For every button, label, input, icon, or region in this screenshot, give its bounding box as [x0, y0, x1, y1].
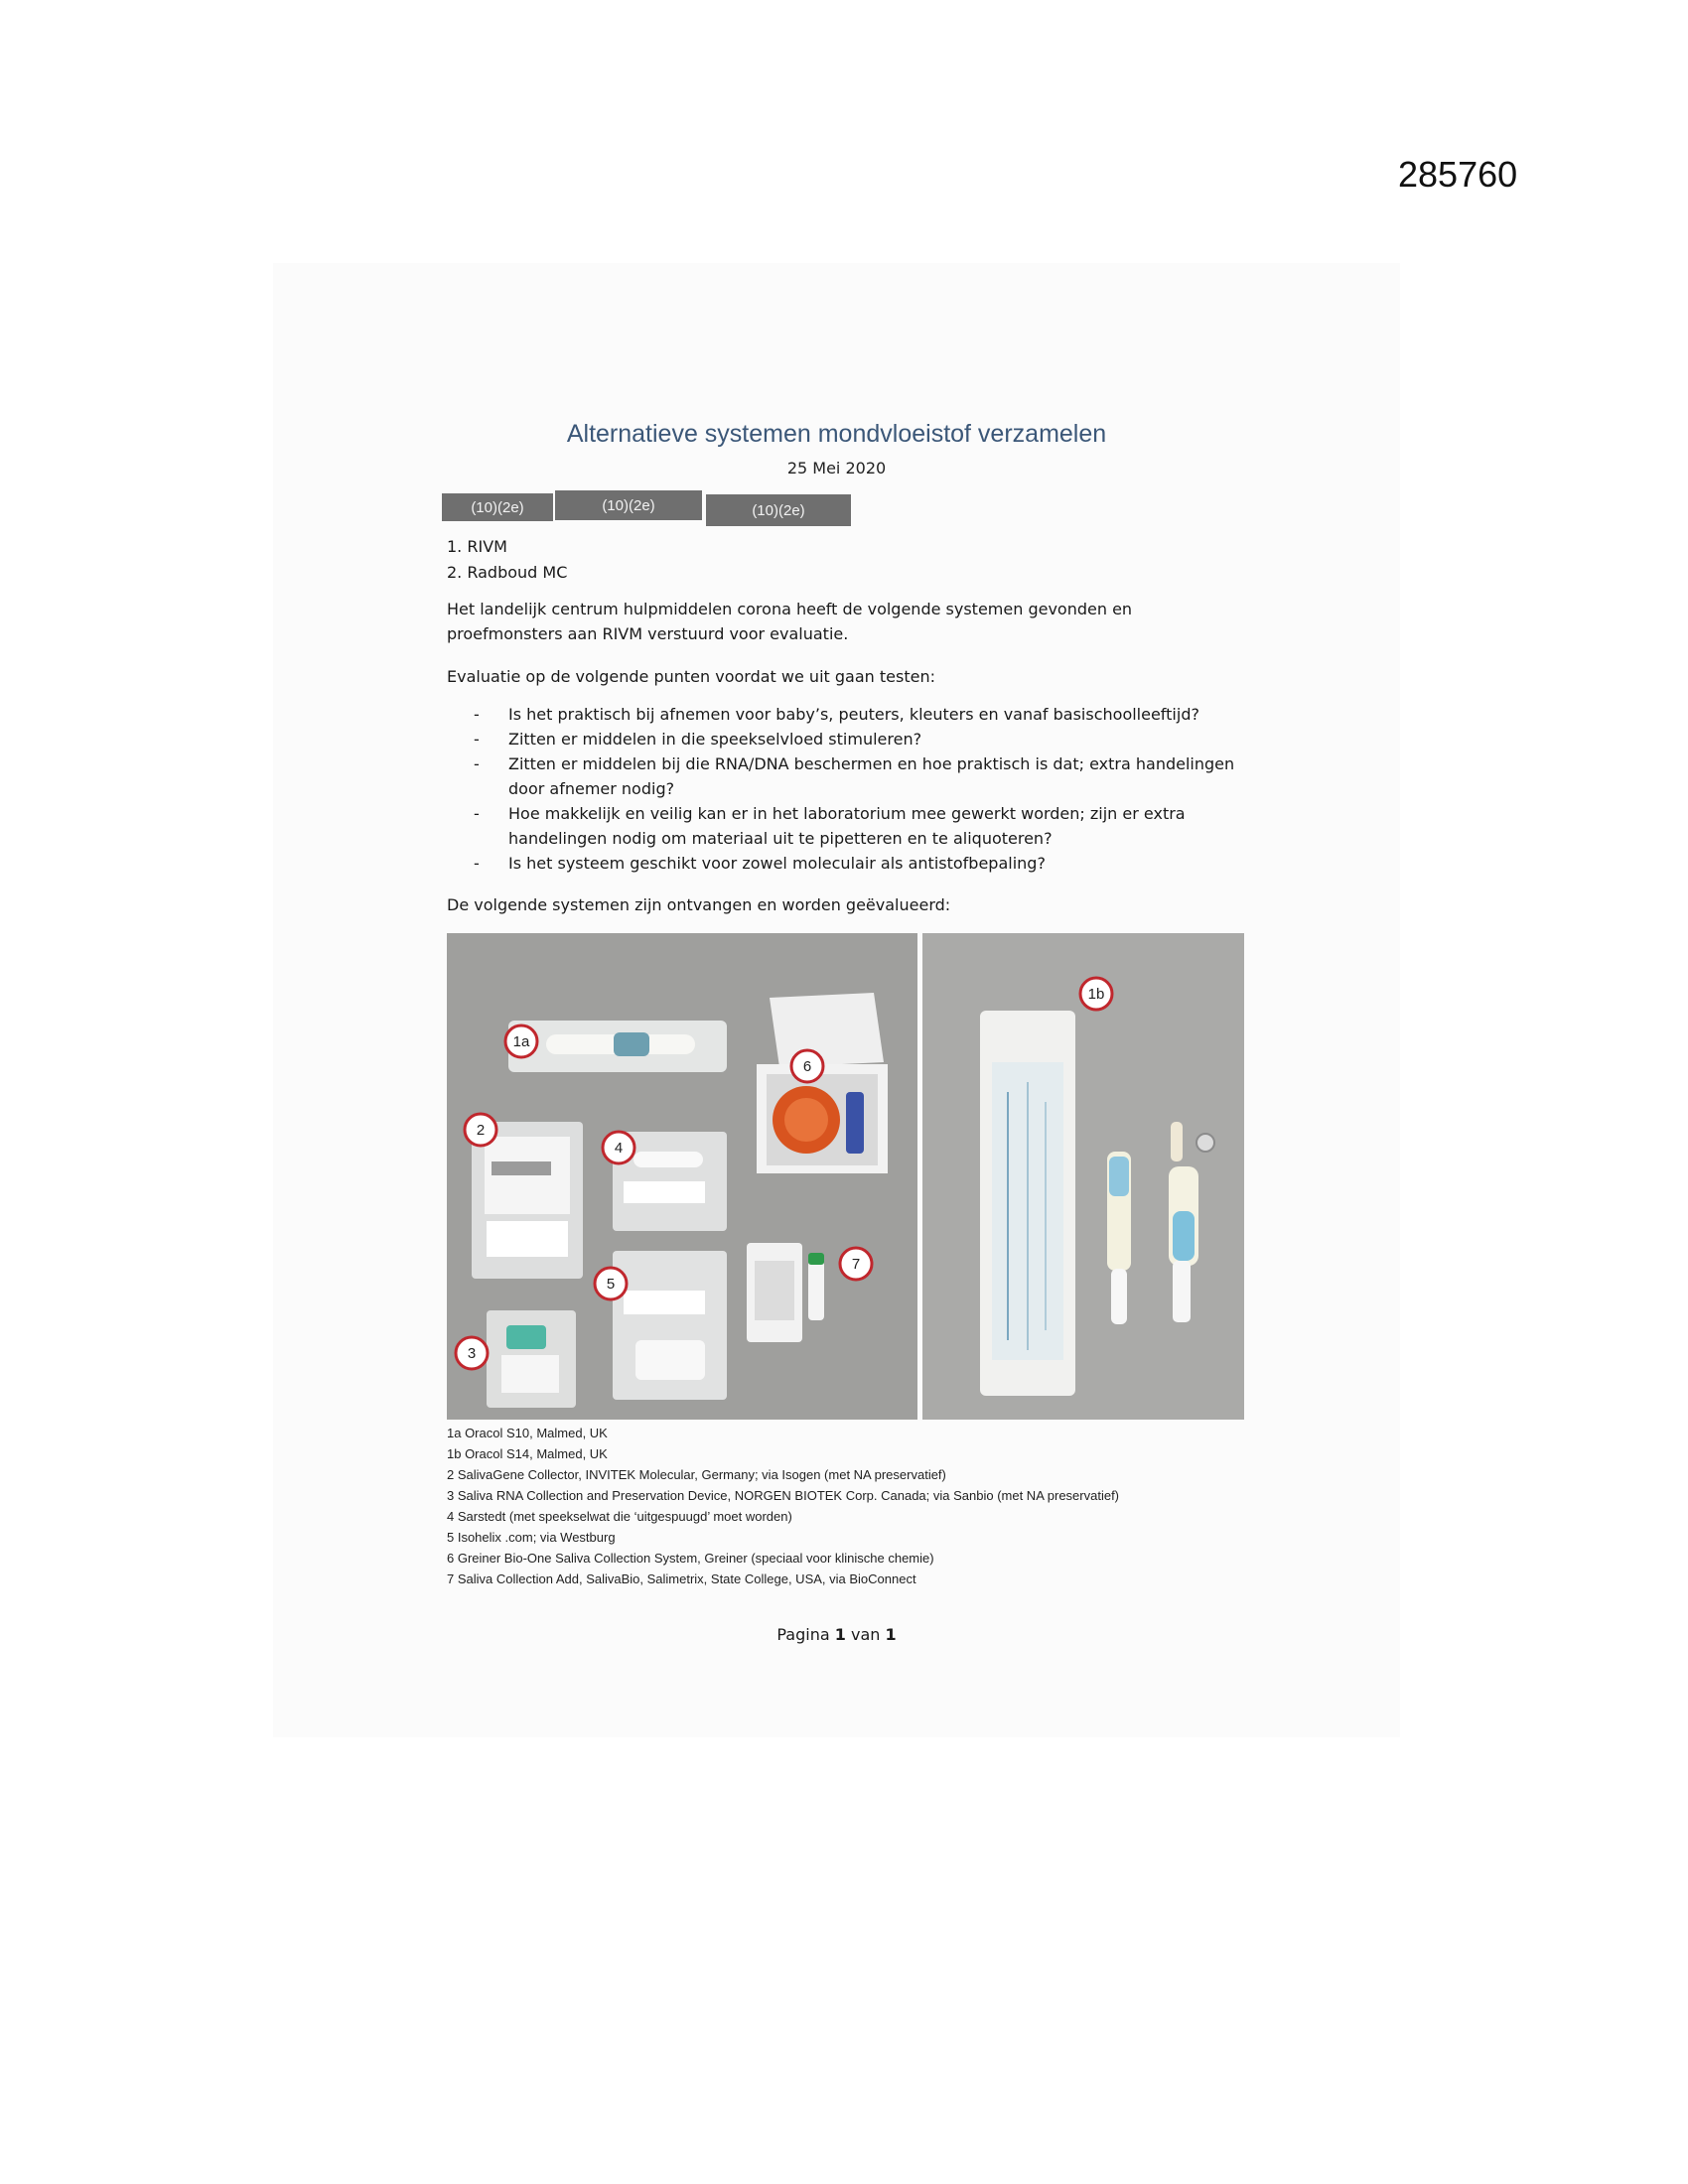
- marker-4: [603, 1132, 634, 1163]
- document-date: 25 Mei 2020: [786, 459, 887, 478]
- document-title: Alternatieve systemen mondvloeistof verzamelen: [566, 420, 1107, 448]
- caption-item: 2 SalivaGene Collector, INVITEK Molecular, Germany; via Isogen (met NA preservatief): [447, 1467, 946, 1482]
- organization-item: 2. Radboud MC: [447, 563, 568, 582]
- bullet-dash: -: [474, 804, 480, 823]
- caption-list: [447, 1423, 1119, 1589]
- svg-text:6: 6: [802, 1058, 812, 1075]
- marker-1b: [1080, 978, 1112, 1010]
- svg-text:1b: 1b: [1087, 986, 1105, 1003]
- evaluation-text: Zitten er middelen in die speekselvloed stimuleren?: [508, 730, 922, 749]
- photo-markers: [447, 933, 1251, 1420]
- caption-item: 1a Oracol S10, Malmed, UK: [447, 1426, 608, 1440]
- marker-5: [595, 1268, 627, 1299]
- document-page: [273, 263, 1400, 1737]
- svg-text:2: 2: [476, 1122, 486, 1139]
- marker-7: [840, 1248, 872, 1280]
- footer-page-number: 1: [834, 1625, 846, 1644]
- evaluation-item: [447, 801, 1241, 851]
- caption-item: 6 Greiner Bio-One Saliva Collection System, Greiner (speciaal voor klinische chemie): [447, 1551, 934, 1566]
- evaluation-item: [447, 751, 1241, 801]
- page-footer: [273, 1625, 1400, 1644]
- redaction-box: (10)(2e): [555, 490, 702, 520]
- evaluation-text: Is het systeem geschikt voor zowel moleculair als antistofbepaling?: [508, 854, 1046, 873]
- caption-item: 5 Isohelix .com; via Westburg: [447, 1530, 616, 1545]
- svg-text:4: 4: [614, 1140, 624, 1157]
- marker-2: [465, 1114, 496, 1146]
- marker-6: [791, 1050, 823, 1082]
- caption-item: 1b Oracol S14, Malmed, UK: [447, 1446, 608, 1461]
- organization-item: 1. RIVM: [447, 537, 507, 556]
- marker-3: [456, 1337, 488, 1369]
- evaluation-text: Is het praktisch bij afnemen voor baby’s, peuters, kleuters en vanaf basischoolleeftijd?: [508, 705, 1199, 724]
- footer-prefix: Pagina: [776, 1625, 830, 1644]
- evaluation-item: [447, 702, 1241, 727]
- bullet-dash: -: [474, 730, 480, 749]
- caption-item: 4 Sarstedt (met speekselwat die ‘uitgespuugd’ moet worden): [447, 1509, 792, 1524]
- organization-list: [447, 534, 567, 586]
- bullet-dash: -: [474, 705, 480, 724]
- bullet-dash: -: [474, 754, 480, 773]
- svg-text:7: 7: [851, 1256, 861, 1273]
- footer-middle: van: [850, 1625, 881, 1644]
- redaction-box: (10)(2e): [442, 493, 553, 521]
- document-number: 285760: [1398, 154, 1518, 195]
- svg-text:5: 5: [606, 1276, 616, 1293]
- bullet-dash: -: [474, 854, 480, 873]
- evaluation-item: [447, 851, 1241, 876]
- svg-text:1a: 1a: [512, 1033, 530, 1050]
- caption-item: 3 Saliva RNA Collection and Preservation Device, NORGEN BIOTEK Corp. Canada; via Sanbio (met NA preservatief): [447, 1488, 1120, 1503]
- marker-1a: [505, 1025, 537, 1057]
- svg-text:3: 3: [467, 1345, 477, 1362]
- evaluation-text: Hoe makkelijk en veilig kan er in het laboratorium mee gewerkt worden; zijn er extra handelingen nodig om materiaal uit te pipetteren en te aliquoteren?: [508, 804, 1186, 848]
- evaluation-text: Zitten er middelen bij die RNA/DNA beschermen en hoe praktisch is dat; extra handelingen door afnemer nodig?: [508, 754, 1235, 798]
- redaction-box: (10)(2e): [706, 494, 851, 526]
- systems-heading: De volgende systemen zijn ontvangen en worden geëvalueerd:: [447, 895, 951, 914]
- evaluation-heading: Evaluatie op de volgende punten voordat we uit gaan testen:: [447, 667, 935, 686]
- intro-paragraph: Het landelijk centrum hulpmiddelen corona heeft de volgende systemen gevonden en proefmonsters aan RIVM verstuurd voor evaluatie.: [447, 600, 1133, 643]
- evaluation-item: [447, 727, 1241, 751]
- evaluation-list: [447, 702, 1241, 876]
- footer-total-pages: 1: [885, 1625, 897, 1644]
- caption-item: 7 Saliva Collection Add, SalivaBio, Salimetrix, State College, USA, via BioConnect: [447, 1571, 916, 1586]
